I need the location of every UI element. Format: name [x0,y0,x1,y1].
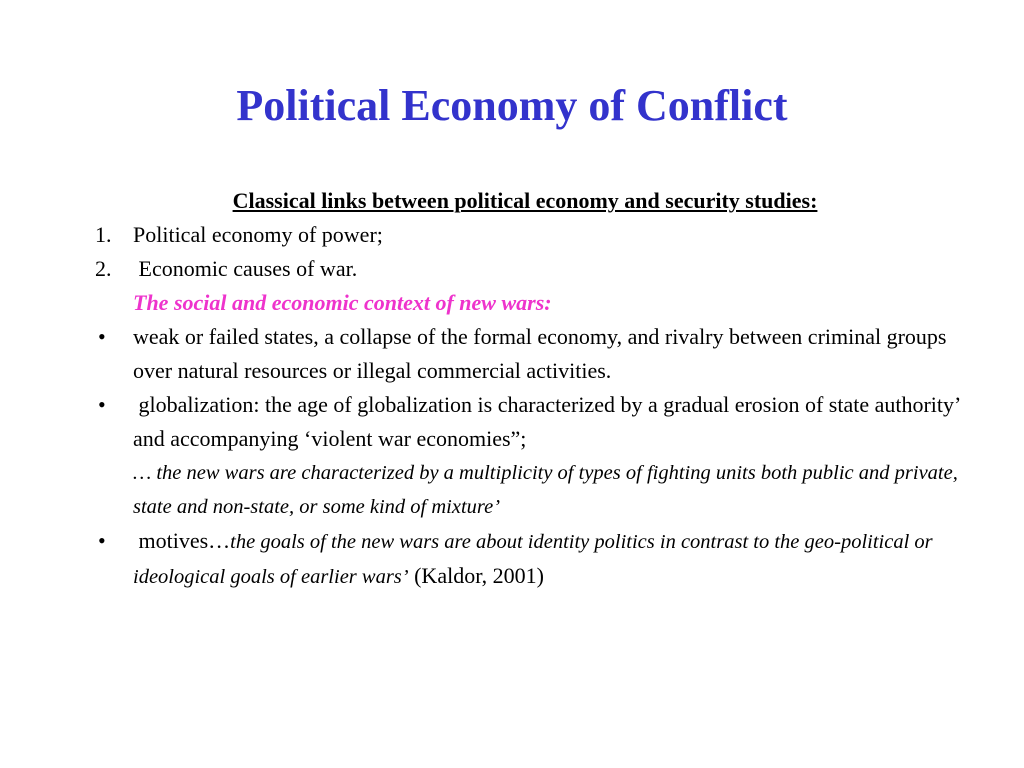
citation: (Kaldor, 2001) [408,563,544,588]
numbered-item-2 [95,252,975,286]
numbered-item-text: Economic causes of war. [133,256,358,281]
subheading: Classical links between political economy and security studies: [232,188,818,213]
bullet-marker: • [98,528,106,553]
numbered-item-text: Political economy of power; [133,222,383,247]
numbered-marker: 2. [95,256,112,281]
new-wars-quote: … the new wars are characterized by a multiplicity of types of fighting units both public and private, state and non-state, or some kind of mixture’ [133,462,958,518]
bullet-text: globalization: the age of globalization is characterized by a gradual erosion of state authority’ and accompanying ‘violent war economies”; [133,392,966,451]
bullet-weak-states [95,320,975,388]
slide-title: Political Economy of Conflict [236,81,788,130]
numbered-item-1 [95,218,975,252]
slide-body [95,184,975,594]
bullet-marker: • [98,392,106,417]
bullet-globalization [95,388,975,456]
numbered-marker: 1. [95,222,112,247]
motives-quote: the goals of the new wars are about identity politics in contrast to the geo-political or ideological goals of earlier wars’ [133,531,933,588]
bullet-motives [95,524,975,594]
motives-lead: motives… [133,528,231,553]
bullet-marker: • [98,324,106,349]
bullet-text: weak or failed states, a collapse of the formal economy, and rivalry between criminal groups over natural resources or illegal commercial activities. [133,324,947,383]
context-heading: The social and economic context of new wars: [133,290,552,315]
